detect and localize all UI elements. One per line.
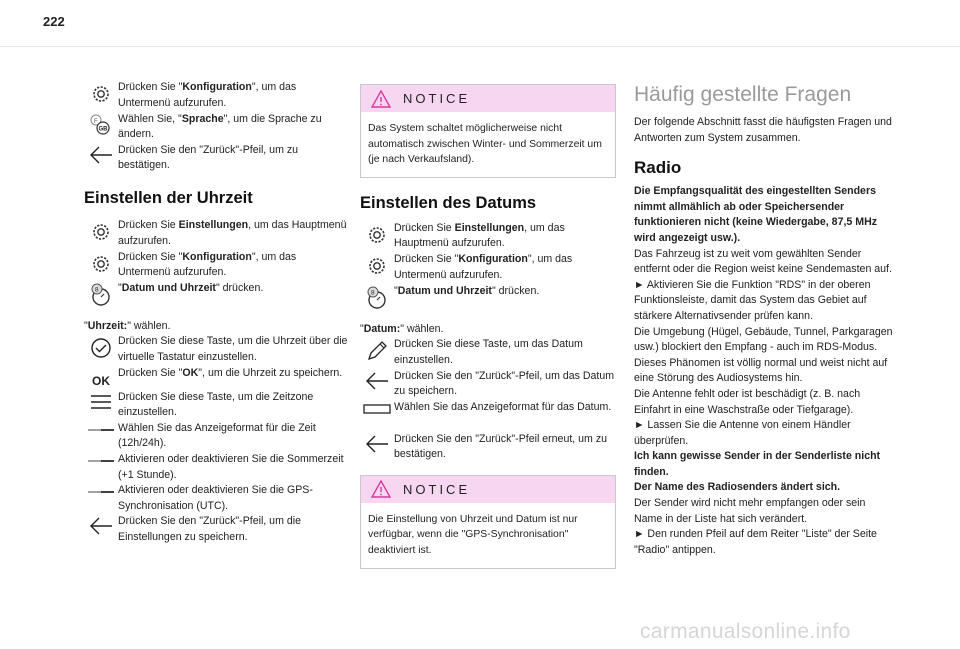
step-text: Drücken Sie Einstellungen, um das Hauptmenü aufzurufen. (118, 218, 347, 247)
instruction-step (360, 400, 616, 422)
instruction-step (84, 483, 349, 514)
date-select-line: "Datum:" wählen. (360, 322, 444, 335)
settings-gear-icon (365, 223, 389, 253)
step-text: Wählen Sie, "Sprache", um die Sprache zu ändern. (118, 112, 322, 141)
step-text: Wählen Sie das Anzeigeformat für das Datum. (394, 400, 612, 413)
format-box-icon (362, 402, 392, 422)
step-text: Drücken Sie diese Taste, um das Datum einzustellen. (394, 338, 583, 366)
back-arrow-icon (88, 516, 114, 542)
date-steps (360, 221, 616, 316)
step-text: Drücken Sie den "Zurück"-Pfeil, um das Datum zu speichern. (394, 369, 615, 398)
step-icon-slot (360, 400, 394, 422)
step-text: Drücken Sie "Konfiguration", um das Untermenü aufzurufen. (118, 250, 297, 279)
time-heading: Einstellen der Uhrzeit (84, 188, 253, 207)
answer-1c: Die Umgebung (Hügel, Gebäude, Tunnel, Parkgaragen usw.) blockiert den Empfang - auch im RDS-Modus. (634, 325, 893, 354)
step-icon-slot (84, 281, 118, 313)
step-icon-slot (84, 421, 118, 443)
step-text: Aktivieren oder deaktivieren Sie die GPS-Synchronisation (UTC). (118, 484, 313, 512)
notice-text: Die Einstellung von Uhrzeit und Datum ist nur verfügbar, wenn die "GPS-Synchronisation" deaktiviert ist. (368, 513, 578, 556)
notice-title: NOTICE (403, 481, 471, 497)
notice-header (361, 476, 615, 503)
step-icon-slot (84, 334, 118, 366)
watermark: carmanualsonline.info (640, 620, 851, 643)
column-middle (360, 84, 616, 569)
step-text: Wählen Sie das Anzeigeformat für die Zeit (12h/24h). (118, 421, 316, 450)
toggle-line-icon (86, 454, 116, 474)
instruction-step (84, 112, 349, 143)
back-arrow-icon (364, 434, 390, 460)
step-text: Drücken Sie den "Zurück"-Pfeil, um zu bestätigen. (118, 143, 299, 172)
clock-icon (89, 283, 113, 313)
step-icon-slot (84, 483, 118, 505)
faq-title: Häufig gestellte Fragen (634, 83, 852, 106)
svg-text:8: 8 (95, 286, 99, 294)
settings-gear-icon (89, 252, 113, 282)
instruction-step (84, 334, 349, 366)
language-steps (84, 80, 349, 174)
radio-heading: Radio (634, 158, 682, 178)
instruction-step (360, 221, 616, 253)
instruction-step (84, 218, 349, 250)
instruction-step (84, 452, 349, 483)
answer-1b: ► Aktivieren Sie die Funktion "RDS" in der oberen Funktionsleiste, damit das System das Gebiet auf stärkere Alternativsender prüfen kann. (634, 278, 871, 322)
instruction-step (360, 252, 616, 284)
instruction-step (84, 514, 349, 545)
step-icon-slot (360, 369, 394, 397)
notice-box-2 (360, 475, 616, 569)
step-icon-slot (360, 252, 394, 284)
instruction-step (360, 432, 616, 463)
toggle-line-icon (86, 423, 116, 443)
settings-gear-icon (365, 254, 389, 284)
step-icon-slot (84, 143, 118, 171)
instruction-step (360, 337, 616, 369)
step-icon-slot (84, 366, 118, 390)
step-text: Drücken Sie diese Taste, um die Uhrzeit über die virtuelle Tastatur einzustellen. (118, 335, 348, 363)
step-icon-slot (84, 218, 118, 250)
column-right (634, 83, 896, 558)
instruction-step (84, 250, 349, 282)
instruction-step (360, 284, 616, 316)
step-text: Drücken Sie "Konfiguration", um das Untermenü aufzurufen. (394, 253, 573, 281)
ok-icon: OK (92, 373, 110, 388)
step-icon-slot (84, 250, 118, 282)
answer-1d: Dieses Phänomen ist völlig normal und weist nicht auf eine Störung des Audiosystems hin. (634, 356, 888, 385)
settings-gear-icon (89, 220, 113, 250)
pencil-icon (365, 339, 389, 369)
back-arrow-icon (88, 145, 114, 171)
step-text: Drücken Sie diese Taste, um die Zeitzone einzustellen. (118, 390, 314, 419)
question-2: Ich kann gewisse Sender in der Senderliste nicht finden. (634, 450, 881, 478)
warning-triangle-icon (371, 90, 391, 108)
step-icon-slot (360, 432, 394, 460)
settings-gear-icon (89, 82, 113, 112)
column-left (84, 80, 349, 545)
step-icon-slot (84, 452, 118, 474)
instruction-step (84, 143, 349, 174)
back-arrow-icon (364, 371, 390, 397)
answer-3b: ► Den runden Pfeil auf dem Reiter "Liste" der Seite "Radio" antippen. (634, 528, 877, 556)
step-text: Drücken Sie den "Zurück"-Pfeil, um die Einstellungen zu speichern. (118, 515, 301, 543)
date-heading: Einstellen des Datums (360, 193, 537, 212)
step-icon-slot (360, 337, 394, 369)
step-text: Drücken Sie den "Zurück"-Pfeil erneut, um zu bestätigen. (394, 432, 608, 461)
step-icon-slot (84, 514, 118, 542)
step-icon-slot (84, 112, 118, 142)
notice-text: Das System schaltet möglicherweise nicht automatisch zwischen Winter- und Sommerzeit um (je nach Verkaufsland). (368, 123, 602, 166)
check-circle-icon (89, 336, 113, 366)
answer-1e: Die Antenne fehlt oder ist beschädigt (z. B. nach Einfahrt in eine Waschstraße oder Tiefgarage). (634, 387, 861, 416)
step-icon-slot (360, 221, 394, 253)
clock-icon (365, 286, 389, 316)
instruction-step (360, 369, 616, 400)
time-steps (84, 218, 349, 313)
answer-1f: ► Lassen Sie die Antenne von einem Händler überprüfen. (634, 419, 851, 447)
answer-3a: Der Sender wird nicht mehr empfangen oder sein Name in der Liste hat sich verändert. (634, 497, 866, 525)
list-icon (88, 392, 114, 418)
instruction-step (84, 390, 349, 421)
question-3: Der Name des Radiosenders ändert sich. (634, 481, 841, 494)
clock-steps (84, 334, 349, 545)
toggle-line-icon (86, 485, 116, 505)
warning-triangle-icon (371, 480, 391, 498)
step-text: Drücken Sie "OK", um die Uhrzeit zu speichern. (118, 366, 343, 379)
question-1: Die Empfangsqualität des eingestellten Senders nimmt allmählich ab oder Speichersender funktionieren nicht (keine Wiedergabe, 87,5 MHz wird angezeigt usw.). (634, 185, 878, 244)
answer-1a: Das Fahrzeug ist zu weit vom gewählten Sender entfernt oder die Region weist keine Sendemasten auf. (634, 247, 892, 276)
language-flag-icon (89, 114, 113, 142)
page-number: 222 (43, 14, 65, 29)
step-text: Aktivieren oder deaktivieren Sie die Sommerzeit (+1 Stunde). (118, 452, 344, 481)
step-icon-slot (84, 80, 118, 112)
instruction-step (84, 80, 349, 112)
notice-header (361, 85, 615, 112)
date-sub-steps (360, 337, 616, 463)
svg-text:8: 8 (371, 289, 375, 297)
instruction-step (84, 281, 349, 313)
svg-text:GB: GB (98, 126, 108, 133)
time-select-line: "Uhrzeit:" wählen. (84, 319, 171, 332)
notice-box-1 (360, 84, 616, 178)
header-divider (0, 46, 960, 47)
svg-text:F: F (94, 118, 98, 125)
notice-title: NOTICE (403, 91, 471, 106)
step-text: "Datum und Uhrzeit" drücken. (118, 282, 264, 295)
step-icon-slot (84, 390, 118, 418)
step-text: Drücken Sie Einstellungen, um das Hauptmenü aufzurufen. (394, 221, 565, 250)
instruction-step (84, 421, 349, 452)
step-text: "Datum und Uhrzeit" drücken. (394, 284, 540, 297)
step-text: Drücken Sie "Konfiguration", um das Untermenü aufzurufen. (118, 81, 297, 109)
instruction-step (84, 366, 349, 390)
step-icon-slot (360, 284, 394, 316)
faq-intro: Der folgende Abschnitt fasst die häufigsten Fragen und Antworten zum System zusammen. (634, 116, 892, 144)
